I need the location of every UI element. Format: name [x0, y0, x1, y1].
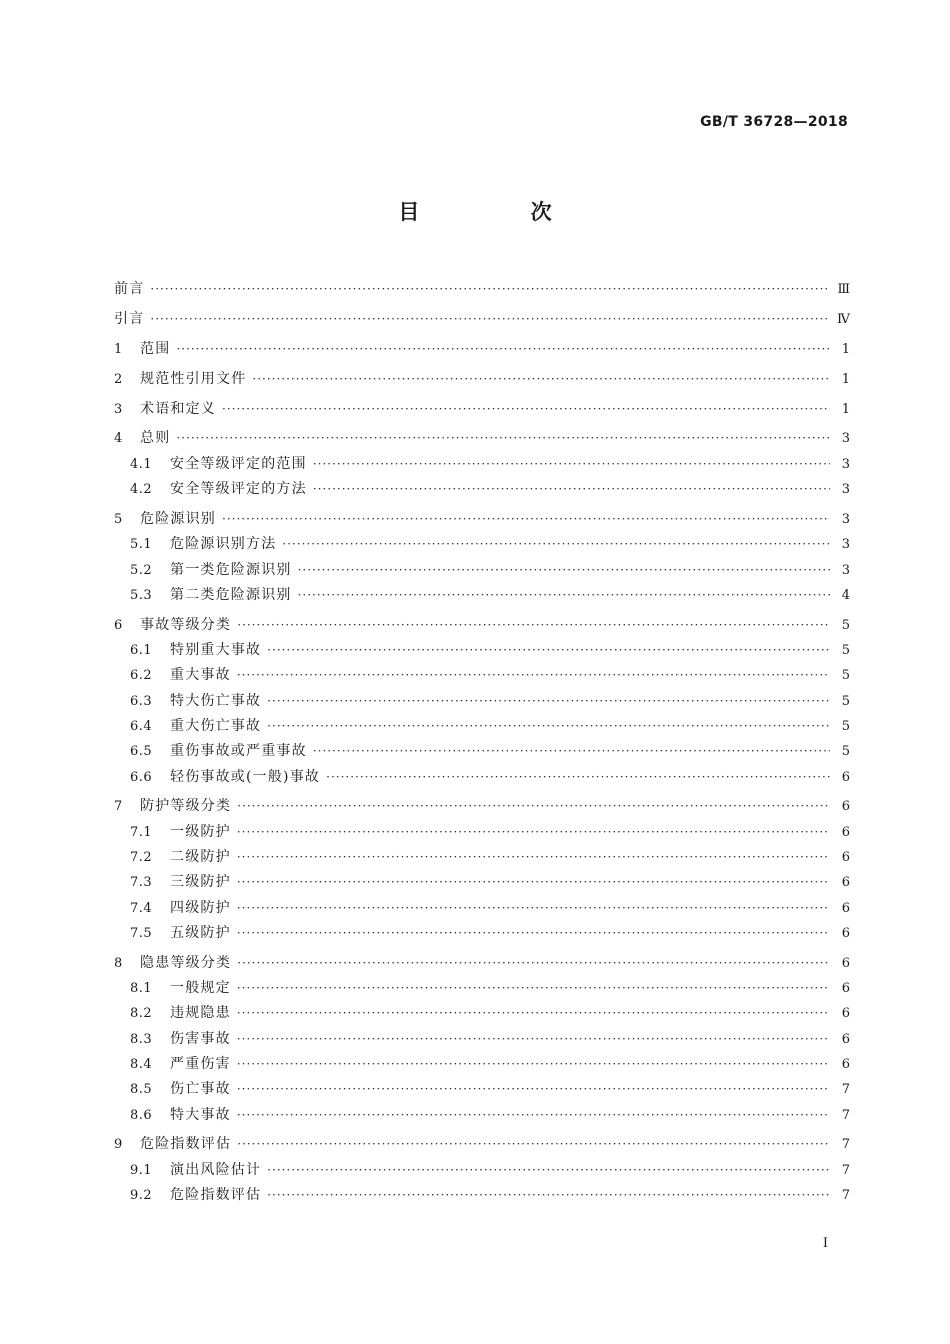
toc-entry[interactable] [114, 739, 850, 764]
toc-entry-number: 6.4 [130, 718, 153, 734]
toc-entry-number: 4 [114, 431, 123, 447]
toc-entry[interactable] [114, 714, 850, 739]
toc-entry-page: 7 [841, 1082, 850, 1098]
toc-entry-page: 3 [841, 482, 850, 498]
toc-entry-page: 3 [841, 511, 850, 527]
page-folio: I [822, 1236, 828, 1251]
toc-leader-dots [252, 367, 830, 392]
toc-entry[interactable] [114, 870, 850, 895]
toc-entry[interactable] [114, 921, 850, 946]
toc-entry-page: 1 [841, 341, 850, 357]
toc-entry-page: 6 [841, 1031, 850, 1047]
toc-entry-number: 9.1 [130, 1162, 153, 1178]
toc-leader-dots [237, 663, 830, 688]
toc-entry[interactable] [114, 1183, 850, 1208]
toc-leader-dots [237, 1103, 830, 1128]
toc-leader-dots [237, 1052, 830, 1077]
toc-entry-page: 5 [841, 718, 850, 734]
toc-entry-page: 7 [841, 1137, 850, 1153]
toc-entry-page: 6 [841, 769, 850, 785]
toc-entry-page: 6 [841, 981, 850, 997]
toc-entry-label: 严重伤害 [170, 1055, 231, 1072]
toc-entry[interactable] [114, 583, 850, 608]
toc-leader-dots [237, 820, 830, 845]
toc-entry-label: 前言 [114, 281, 145, 297]
toc-entry-label: 危险源识别 [140, 510, 216, 527]
toc-entry[interactable] [114, 477, 850, 502]
toc-entry[interactable] [114, 1052, 850, 1077]
toc-entry[interactable] [114, 976, 850, 1001]
toc-leader-dots [237, 870, 830, 895]
toc-entry[interactable] [114, 307, 850, 332]
toc-leader-dots [176, 426, 830, 451]
toc-leader-dots [237, 896, 830, 921]
toc-entry[interactable] [114, 452, 850, 477]
toc-entry-page: 6 [841, 799, 850, 815]
toc-entry-label: 轻伤事故或(一般)事故 [170, 768, 321, 785]
toc-entry-number: 8.5 [130, 1082, 153, 1098]
toc-entry-number: 8.2 [130, 1006, 153, 1022]
toc-entry-page: 7 [841, 1188, 850, 1204]
toc-entry[interactable] [114, 765, 850, 790]
toc-entry-page: 3 [841, 431, 850, 447]
toc-leader-dots [237, 794, 830, 819]
toc-leader-dots [267, 714, 830, 739]
toc-entry-page: 4 [841, 587, 850, 603]
toc-entry-page: 3 [841, 456, 850, 472]
toc-leader-dots [237, 1001, 830, 1026]
toc-entry[interactable] [114, 689, 850, 714]
toc-entry[interactable] [114, 820, 850, 845]
toc-entry[interactable] [114, 1027, 850, 1052]
toc-entry-number: 6.2 [130, 668, 153, 684]
toc-entry-number: 6.1 [130, 643, 153, 659]
toc-entry-page: 6 [841, 875, 850, 891]
toc-entry-page: 5 [841, 693, 850, 709]
toc-entry[interactable] [114, 794, 850, 819]
toc-entry[interactable] [114, 367, 850, 392]
toc-entry-label: 一般规定 [170, 980, 231, 997]
toc-leader-dots [222, 397, 830, 422]
toc-entry-page: 6 [841, 849, 850, 865]
toc-entry[interactable] [114, 663, 850, 688]
toc-entry-label: 防护等级分类 [140, 798, 232, 815]
toc-entry-label: 隐患等级分类 [140, 954, 232, 971]
toc-entry-page: 6 [841, 1056, 850, 1072]
toc-entry-number: 4.1 [130, 456, 153, 472]
table-of-contents [114, 277, 850, 1208]
toc-entry-page: 6 [841, 925, 850, 941]
toc-entry-label: 危险指数评估 [170, 1187, 262, 1204]
toc-entry-label: 重伤事故或严重事故 [170, 743, 307, 760]
toc-entry-page: 5 [841, 668, 850, 684]
toc-entry[interactable] [114, 532, 850, 557]
toc-leader-dots [237, 976, 830, 1001]
toc-entry-number: 7.2 [130, 849, 153, 865]
standard-code: GB/T 36728—2018 [700, 114, 848, 130]
toc-entry[interactable] [114, 1001, 850, 1026]
toc-entry-page: 5 [841, 744, 850, 760]
toc-entry-number: 8.1 [130, 981, 153, 997]
toc-leader-dots [237, 1027, 830, 1052]
toc-leader-dots [237, 613, 830, 638]
toc-entry-number: 2 [114, 371, 123, 387]
toc-entry[interactable] [114, 1132, 850, 1157]
toc-entry-page: Ⅳ [837, 311, 850, 327]
toc-entry-label: 引言 [114, 310, 145, 327]
toc-leader-dots [237, 1077, 830, 1102]
toc-entry-label: 危险指数评估 [140, 1136, 232, 1153]
toc-entry-page: 7 [841, 1107, 850, 1123]
toc-entry-label: 术语和定义 [140, 400, 216, 417]
toc-leader-dots [222, 507, 830, 532]
toc-entry-page: 5 [841, 617, 850, 633]
toc-entry-number: 9 [114, 1137, 123, 1153]
toc-entry-label: 重大事故 [170, 667, 231, 684]
toc-entry-label: 特大事故 [170, 1106, 231, 1123]
toc-entry-page: 3 [841, 537, 850, 553]
toc-entry-label: 第二类危险源识别 [170, 586, 292, 603]
toc-entry-number: 7.3 [130, 875, 153, 891]
toc-entry[interactable] [114, 1103, 850, 1128]
toc-entry-label: 一级防护 [170, 823, 231, 840]
toc-entry-label: 总则 [140, 430, 171, 447]
toc-entry[interactable] [114, 397, 850, 422]
toc-entry-page: 7 [841, 1162, 850, 1178]
toc-entry-page: 1 [841, 401, 850, 417]
toc-entry-number: 5.2 [130, 562, 153, 578]
toc-leader-dots [267, 689, 830, 714]
toc-entry-label: 二级防护 [170, 848, 231, 865]
toc-entry[interactable] [114, 507, 850, 532]
toc-entry-label: 特大伤亡事故 [170, 692, 262, 709]
toc-leader-dots [237, 951, 830, 976]
toc-entry-label: 范围 [140, 340, 171, 357]
toc-entry-number: 3 [114, 401, 123, 417]
toc-entry-page: Ⅲ [837, 282, 850, 297]
toc-entry-number: 8 [114, 955, 123, 971]
toc-entry-label: 违规隐患 [170, 1005, 231, 1022]
toc-entry-number: 6.3 [130, 693, 153, 709]
toc-entry-number: 1 [114, 341, 123, 357]
toc-entry-label: 四级防护 [170, 899, 231, 916]
toc-entry[interactable] [114, 613, 850, 638]
toc-entry-label: 规范性引用文件 [140, 370, 247, 387]
toc-leader-dots [298, 558, 830, 583]
toc-entry-number: 9.2 [130, 1188, 153, 1204]
toc-entry-label: 安全等级评定的范围 [170, 455, 307, 472]
toc-entry-number: 7.4 [130, 900, 153, 916]
page-title: 目 次 [398, 200, 604, 224]
toc-leader-dots [282, 532, 830, 557]
toc-entry-label: 演出风险估计 [170, 1161, 262, 1178]
toc-entry-label: 安全等级评定的方法 [170, 481, 307, 498]
toc-entry-number: 7.1 [130, 824, 153, 840]
toc-entry[interactable] [114, 638, 850, 663]
toc-entry[interactable] [114, 896, 850, 921]
toc-entry-number: 6.5 [130, 744, 153, 760]
toc-entry[interactable] [114, 277, 850, 302]
toc-entry-page: 6 [841, 824, 850, 840]
toc-entry-label: 伤亡事故 [170, 1081, 231, 1098]
toc-leader-dots [267, 1158, 830, 1183]
toc-entry[interactable] [114, 1158, 850, 1183]
toc-entry-label: 伤害事故 [170, 1030, 231, 1047]
toc-leader-dots [267, 1183, 830, 1208]
toc-leader-dots [313, 477, 830, 502]
toc-entry[interactable] [114, 558, 850, 583]
toc-entry-label: 五级防护 [170, 924, 231, 941]
toc-entry[interactable] [114, 951, 850, 976]
toc-leader-dots [150, 277, 830, 302]
toc-leader-dots [237, 1132, 830, 1157]
toc-leader-dots [237, 921, 830, 946]
toc-entry-page: 1 [841, 371, 850, 387]
toc-entry-page: 3 [841, 562, 850, 578]
toc-leader-dots [176, 337, 830, 362]
toc-entry-number: 5.3 [130, 587, 153, 603]
toc-entry-number: 8.6 [130, 1107, 153, 1123]
toc-leader-dots [150, 307, 830, 332]
toc-leader-dots [313, 739, 830, 764]
toc-entry-label: 第一类危险源识别 [170, 561, 292, 578]
toc-entry-number: 7.5 [130, 925, 153, 941]
toc-entry[interactable] [114, 337, 850, 362]
toc-entry-label: 重大伤亡事故 [170, 717, 262, 734]
toc-entry-page: 6 [841, 955, 850, 971]
toc-leader-dots [237, 845, 830, 870]
toc-entry-page: 6 [841, 900, 850, 916]
toc-entry[interactable] [114, 845, 850, 870]
toc-entry[interactable] [114, 426, 850, 451]
toc-leader-dots [326, 765, 830, 790]
toc-entry-number: 8.3 [130, 1031, 153, 1047]
toc-entry-label: 特别重大事故 [170, 642, 262, 659]
toc-leader-dots [267, 638, 830, 663]
toc-leader-dots [298, 583, 830, 608]
toc-entry-page: 6 [841, 1006, 850, 1022]
toc-entry-number: 6.6 [130, 769, 153, 785]
toc-entry-number: 8.4 [130, 1056, 153, 1072]
toc-leader-dots [313, 452, 830, 477]
toc-entry-label: 事故等级分类 [140, 616, 232, 633]
toc-entry-label: 危险源识别方法 [170, 536, 277, 553]
toc-entry-label: 三级防护 [170, 874, 231, 891]
toc-entry-number: 7 [114, 799, 123, 815]
toc-entry-number: 6 [114, 617, 123, 633]
toc-entry[interactable] [114, 1077, 850, 1102]
toc-entry-number: 5 [114, 511, 123, 527]
toc-entry-page: 5 [841, 643, 850, 659]
toc-entry-number: 5.1 [130, 537, 153, 553]
toc-entry-number: 4.2 [130, 482, 153, 498]
